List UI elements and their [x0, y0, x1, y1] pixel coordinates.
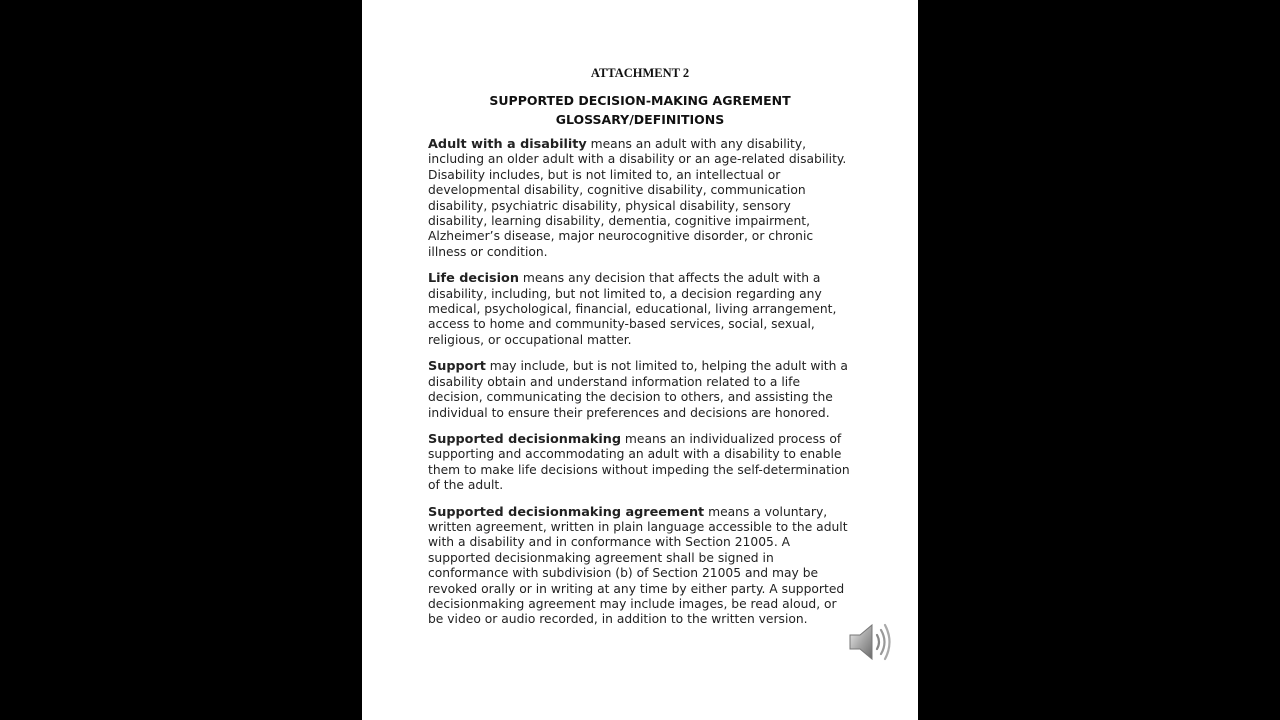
definition-item: [428, 271, 853, 348]
definition-item: [428, 505, 853, 628]
title-line-1: SUPPORTED DECISION-MAKING AGREMENT: [489, 93, 791, 108]
definitions-list: [428, 137, 853, 639]
speaker-glyph: [848, 620, 894, 664]
definition-item: [428, 432, 853, 494]
definition-text: means an adult with any disability, including an older adult with a disability or an age-related disability. Disability includes, but is not limited to, an intellectual or developmental disability, cognitive disability, communication disability, psychiatric disability, physical disability, sensory disability, learning disability, dementia, cognitive impairment, Alzheimer’s disease, major neurocognitive disorder, or chronic illness or condition.: [428, 137, 847, 259]
definition-text: means an individualized process of supporting and accommodating an adult with a disability to enable them to make life decisions without impeding the self-determination of the adult.: [428, 431, 850, 493]
attachment-label: ATTACHMENT 2: [590, 66, 690, 80]
definition-term: Supported decisionmaking agreement: [428, 504, 705, 520]
definition-term: Adult with a disability: [428, 137, 587, 152]
document-title: [362, 91, 918, 129]
definition-term: Supported decisionmaking: [428, 431, 622, 447]
document-page: [362, 0, 918, 720]
definition-item: [428, 137, 853, 260]
definition-item: [428, 359, 853, 421]
definition-text: may include, but is not limited to, helping the adult with a disability obtain and understand information related to a life decision, communicating the decision to others, and assisting the individual to ensure their preferences and decisions are honored.: [428, 359, 848, 420]
speaker-icon[interactable]: [848, 620, 894, 664]
definition-text: means any decision that affects the adult with a disability, including, but not limited to, a decision regarding any medical, psychological, financial, educational, living arrangement, access to home and community-based services, social, sexual, religious, or occupational matter.: [428, 271, 837, 347]
definition-term: Support: [428, 359, 486, 375]
title-line-2: GLOSSARY/DEFINITIONS: [555, 112, 725, 127]
definition-text: means a voluntary, written agreement, written in plain language accessible to the adult with a disability and in conformance with Section 21005. A supported decisionmaking agreement shall be signed in conformance with subdivision (b) of Section 21005 and may be revoked orally or in writing at any time by either party. A supported decisionmaking agreement may include images, be read aloud, or be video or audio recorded, in addition to the written version.: [428, 504, 848, 627]
definition-term: Life decision: [428, 271, 519, 287]
